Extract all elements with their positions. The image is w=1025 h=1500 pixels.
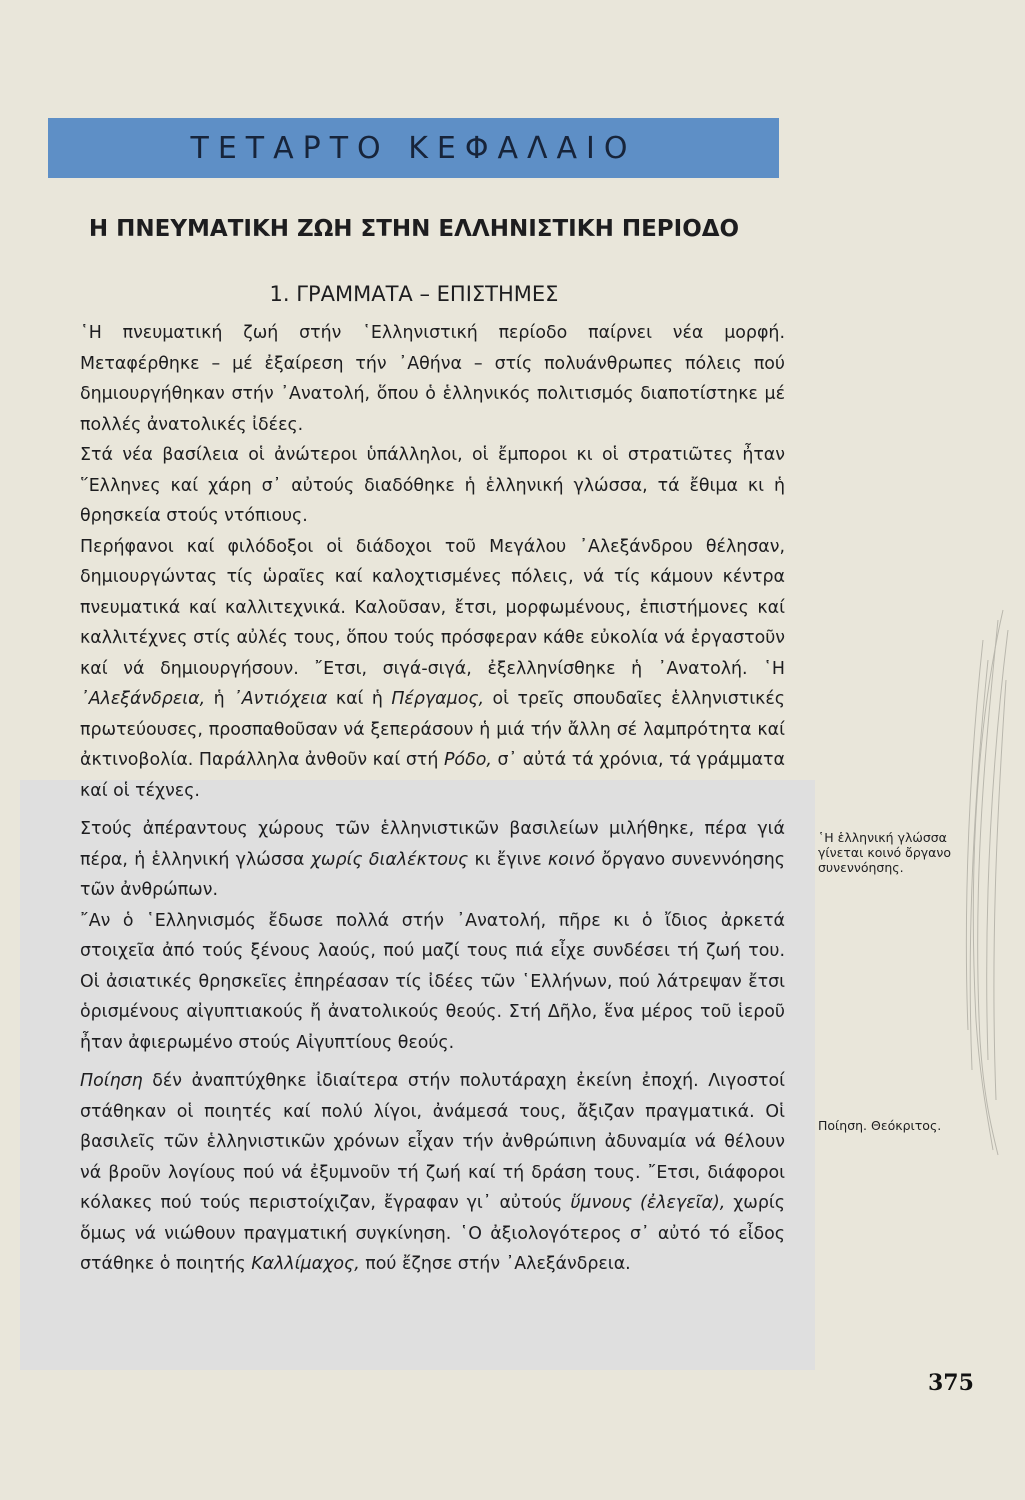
text-run: χωρίς ὅμως νά νιώθουν πραγματική συγκίνηση. ῾Ο ἀξιολογότερος σ᾿ αὐτό τό εἶδος στάθηκε ὁ ποιητής bbox=[80, 1193, 785, 1274]
paragraph bbox=[80, 1066, 785, 1280]
emphasis: κοινό bbox=[547, 849, 596, 870]
emphasis: ᾿Αλεξάνδρεια, bbox=[80, 689, 206, 709]
text-run: κι ἔγινε bbox=[468, 849, 548, 870]
emphasis: Πέργαμος, bbox=[391, 689, 485, 709]
body-text bbox=[80, 318, 785, 1280]
text-run: δέν ἀναπτύχθηκε ἰδιαίτερα στήν πολυτάραχη ἐκείνη ἐποχή. Λιγοστοί στάθηκαν οἱ ποιητές καί πολύ λίγοι, ἀνάμεσά τους, ἄξιζαν πραγματικά. Οἱ βασιλεῖς τῶν ἑλληνιστικῶν χρόνων εἶχαν τήν ἀνθρώπινη ἀδυναμία νά θέλουν νά βροῦν λογίους πού νά ἐξυμνοῦν τή ζωή καί τή δράση τους. ῎Ετσι, διάφοροι κόλακες πού τούς περιστοίχιζαν, ἔγραφαν γι᾿ αὐτούς bbox=[80, 1071, 785, 1213]
chapter-label: ΤΕΤΑΡΤΟ ΚΕΦΑΛΑΙΟ bbox=[190, 130, 637, 166]
pencil-scribble bbox=[958, 600, 1013, 1160]
paragraph bbox=[80, 532, 785, 807]
paragraph bbox=[80, 814, 785, 906]
emphasis: χωρίς διαλέκτους bbox=[310, 849, 469, 870]
emphasis: Ποίηση bbox=[80, 1071, 143, 1091]
chapter-banner bbox=[48, 118, 779, 178]
emphasis: ὕμνους (ἐλεγεῖα), bbox=[570, 1193, 726, 1213]
section-title: Η ΠΝΕΥΜΑΤΙΚΗ ΖΩΗ ΣΤΗΝ ΕΛΛΗΝΙΣΤΙΚΗ ΠΕΡΙΟΔΟ bbox=[88, 216, 740, 242]
text-run: ὄργανο συνεννόησης τῶν ἀνθρώπων. bbox=[80, 849, 785, 900]
emphasis: Ρόδο, bbox=[443, 750, 492, 770]
emphasis: Καλλίμαχος, bbox=[251, 1254, 360, 1274]
paragraph: Στά νέα βασίλεια οἱ ἀνώτεροι ὑπάλληλοι, οἱ ἔμποροι κι οἱ στρατιῶτες ἦταν ῞Ελληνες καί χάρη σ᾿ αὐτούς διαδόθηκε ἡ ἑλληνική γλώσσα, τά ἔθιμα κι ἡ θρησκεία στούς ντόπιους. bbox=[80, 445, 785, 526]
subsection-title: 1. ΓΡΑΜΜΑΤΑ – ΕΠΙΣΤΗΜΕΣ bbox=[269, 282, 559, 306]
text-run: Στούς ἀπέραντους χώρους τῶν ἑλληνιστικῶν βασιλείων μιλήθηκε, πέρα γιά πέρα, ἡ ἑλληνική γλώσσα bbox=[80, 819, 785, 870]
margin-note: ῾Η ἑλληνική γλώσσα γίνεται κοινό ὄργανο συνεννόησης. bbox=[818, 830, 952, 875]
text-run: σ᾿ αὐτά τά χρόνια, τά γράμματα καί οἱ τέχνες. bbox=[80, 750, 785, 801]
paragraph: ῾Η πνευματική ζωή στήν ῾Ελληνιστική περίοδο παίρνει νέα μορφή. Μεταφέρθηκε – μέ ἐξαίρεση τήν ᾿Αθήνα – στίς πολυάνθρωπες πόλεις πού δημιουργήθηκαν στήν ᾿Ανατολή, ὅπου ὁ ἑλληνικός πολιτισμός διαποτίστηκε μέ πολλές ἀνατολικές ἰδέες. bbox=[80, 323, 785, 435]
paragraph: ῎Αν ὁ ῾Ελληνισμός ἔδωσε πολλά στήν ᾿Ανατολή, πῆρε κι ὁ ἴδιος ἀρκετά στοιχεῖα ἀπό τούς ξένους λαούς, πού μαζί τους πιά εἶχε συνδέσει τή ζωή του. Οἱ ἀσιατικές θρησκεῖες ἐπηρέασαν τίς ἰδέες τῶν ῾Ελλήνων, πού λάτρεψαν ἔτσι ὁρισμένους αἰγυπτιακούς ἤ ἀνατολικούς θεούς. Στή Δῆλο, ἕνα μέρος τοῦ ἱεροῦ ἦταν ἀφιερωμένο στούς Αἰγυπτίους θεούς. bbox=[80, 910, 785, 1053]
page-number: 375 bbox=[928, 1370, 974, 1396]
text-run: ἡ bbox=[205, 689, 234, 709]
text-run: Περήφανοι καί φιλόδοξοι οἱ διάδοχοι τοῦ Μεγάλου ᾿Αλεξάνδρου θέλησαν, δημιουργώντας τίς ὡραῖες καί καλοχτισμένες πόλεις, νά τίς κάμουν κέντρα πνευματικά καί καλλιτεχνικά. Καλοῦσαν, ἔτσι, μορφωμένους, ἐπιστήμονες καί καλλιτέχνες στίς αὐλές τους, ὅπου τούς πρόσφεραν κάθε εὐκολία νά ἐργαστοῦν καί νά δημιουργήσουν. ῎Ετσι, σιγά-σιγά, ἐξελληνίσθηκε ἡ ᾿Ανατολή. ῾Η bbox=[80, 536, 785, 679]
emphasis: ᾿Αντιόχεια bbox=[233, 689, 328, 709]
text-run: πού ἔζησε στήν ᾿Αλεξάνδρεια. bbox=[359, 1254, 631, 1274]
text-run: καί ἡ bbox=[327, 689, 392, 709]
text-run: οἱ τρεῖς σπουδαῖες ἑλληνιστικές πρωτεύουσες, προσπαθοῦσαν νά ξεπεράσουν ἡ μιά τήν ἄλλη σέ λαμπρότητα καί ἀκτινοβολία. Παράλληλα ἀνθοῦν καί στή bbox=[80, 689, 786, 770]
margin-note: Ποίηση. Θεόκριτος. bbox=[818, 1118, 942, 1133]
